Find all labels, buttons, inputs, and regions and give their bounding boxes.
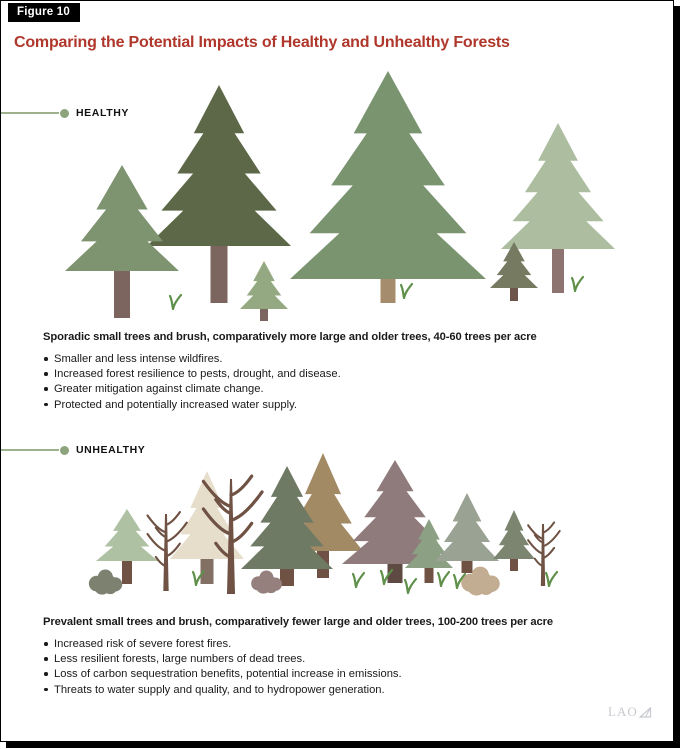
bullet-text: Protected and potentially increased water supply. [54, 398, 297, 411]
grass-tuft [438, 572, 449, 586]
bullet-item [43, 367, 643, 382]
bullet-item [43, 352, 643, 367]
healthy-label-text: HEALTHY [76, 107, 130, 119]
brush-clump [89, 570, 122, 595]
bullet-item [43, 667, 643, 682]
grass-tuft [170, 295, 181, 309]
pine-tree [240, 261, 288, 321]
figure-title: Comparing the Potential Impacts of Healthy and Unhealthy Forests [14, 34, 510, 51]
lao-quill-icon [639, 707, 652, 718]
healthy-description [43, 331, 643, 413]
bullet-dot-icon [44, 357, 48, 361]
figure-number-label: Figure 10 [17, 6, 70, 18]
brush-clump [251, 570, 282, 593]
healthy-bullet-list [43, 352, 643, 413]
grass-tuft [546, 572, 557, 586]
unhealthy-headline: Prevalent small trees and brush, comparatively fewer large and older trees, 100-200 trees per acre [43, 616, 554, 628]
bullet-text: Loss of carbon sequestration benefits, potential increase in emissions. [54, 668, 402, 681]
pine-tree [490, 242, 538, 301]
healthy-headline: Sporadic small trees and brush, comparatively more large and older trees, 40-60 trees per acre [43, 331, 537, 343]
bullet-item [43, 398, 643, 413]
bullet-text: Smaller and less intense wildfires. [54, 353, 223, 365]
pine-tree [435, 493, 499, 573]
bullet-text: Threats to water supply and quality, and to hydropower generation. [54, 683, 385, 696]
bullet-item [43, 683, 643, 698]
unhealthy-label-text: UNHEALTHY [76, 444, 146, 456]
bullet-text: Less resilient forests, large numbers of dead trees. [54, 653, 306, 666]
bullet-item [43, 652, 643, 667]
pine-tree [290, 71, 486, 303]
lao-logo [608, 704, 652, 720]
lao-logo-text: LAO [608, 704, 638, 719]
bullet-text: Increased risk of severe forest fires. [54, 638, 232, 650]
grass-tuft [401, 284, 412, 298]
bullet-dot-icon [44, 642, 48, 646]
bullet-item [43, 637, 643, 652]
bullet-dot-icon [44, 403, 48, 407]
unhealthy-bullet-list [43, 637, 643, 698]
grass-tuft [405, 579, 416, 593]
unhealthy-forest-illustration [1, 441, 673, 606]
bullet-text: Greater mitigation against climate change. [54, 383, 264, 396]
unhealthy-description [43, 616, 643, 698]
grass-tuft [353, 573, 364, 587]
bullet-item [43, 382, 643, 397]
bullet-text: Increased forest resilience to pests, drought, and disease. [54, 368, 341, 381]
bullet-dot-icon [44, 372, 48, 376]
grass-tuft [572, 277, 583, 291]
healthy-forest-illustration [1, 61, 673, 326]
bullet-dot-icon [44, 657, 48, 661]
figure-number-badge [8, 3, 80, 22]
bullet-dot-icon [44, 387, 48, 391]
bullet-dot-icon [44, 672, 48, 676]
bullet-dot-icon [44, 688, 48, 692]
